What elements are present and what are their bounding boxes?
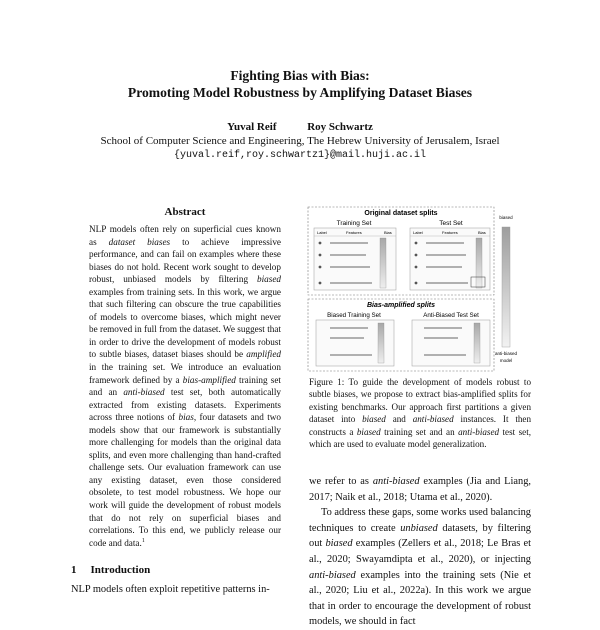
bias-scale [502, 227, 510, 347]
figure-caption: Figure 1: To guide the development of models robust to subtle biases, we propose to extract bias-amplified splits for existing benchmarks. Our approach first partitions a given dataset into biased and anti-biased instances. It then constructs a biased training set and an anti-biased test set, which are used to evaluate model generalization. [309, 377, 531, 450]
section-number: 1 [71, 564, 77, 576]
author-name: Yuval Reif [227, 121, 277, 133]
footnote-mark: 1 [141, 537, 145, 544]
scale-bottom-label: anti-biased [494, 351, 518, 356]
right-column-text [309, 474, 531, 630]
test-bias-column [476, 238, 482, 288]
training-set-label: Training Set [336, 220, 372, 227]
author-name: Roy Schwartz [307, 121, 373, 133]
section-title: Introduction [90, 564, 151, 576]
col-features: Features [346, 230, 362, 235]
amplified-splits-title: Bias-amplified splits [366, 302, 436, 309]
title-line-2: Promoting Model Robustness by Amplifying Dataset Biases [127, 85, 473, 100]
col-features: Features [442, 230, 458, 235]
section-heading [71, 564, 150, 576]
training-bias-column [380, 238, 386, 288]
paper-title [0, 67, 600, 101]
figure-diagram [306, 205, 524, 375]
author-emails: {yuval.reif,roy.schwartz1}@mail.huji.ac.il [173, 150, 427, 161]
col-bias: Bias [384, 230, 392, 235]
col-bias: Bias [478, 230, 486, 235]
col-label: Label [413, 230, 423, 235]
paragraph: we refer to as anti-biased examples (Jia and Liang, 2017; Naik et al., 2018; Utama et al., 2020). [309, 476, 531, 503]
affiliation: School of Computer Science and Engineering, The Hebrew University of Jerusalem, Israel [100, 135, 500, 147]
paragraph: To address these gaps, some works used balancing techniques to create unbiased datasets, by filtering out biased examples (Zellers et al., 2018; Le Bras et al., 2020; Swayamdipta et al., 2020), or injecting anti-biased examples into the training sets (Nie et al., 2020; Liu et al., 2022a). In this work we argue that in order to encourage the development of robust models, we should in fact [309, 507, 531, 628]
scale-top-label: biased [499, 215, 513, 220]
abstract-body: NLP models often rely on superficial cues known as dataset biases to achieve impressive performance, and can fail on examples where these biases do not hold. Recent work sought to develop robust, unbiased models by filtering biased examples from training sets. In this work, we argue that such filtering can obscure the true capabilities of models to overcome biases, which might never be removed in full from the dataset. We suggest that in order to drive the development of models robust to subtle biases, dataset biases should be amplified in the training set. We introduce an evaluation framework defined by a bias-amplified training set and an anti-biased test set, both automatically extracted from existing datasets. Experiments across three notions of bias, four datasets and two models show that our framework is substantially more challenging for models than the original data splits, and even more challenging than hand-crafted challenge sets. Our evaluation framework can use any existing dataset, even those considered obsolete, to test model robustness. We hope our work will guide the development of robust models that do not rely on superficial biases and correlations. To this end, we publicly release our code and data. [89, 224, 281, 548]
col-label: Label [317, 230, 327, 235]
scale-legend-label: model [499, 358, 513, 363]
test-set-label: Test Set [439, 220, 463, 227]
author-list [0, 121, 600, 133]
original-splits-title: Original dataset splits [364, 210, 438, 217]
abstract-heading: Abstract [164, 206, 206, 218]
abstract-text [89, 223, 281, 549]
intro-first-line: NLP models often exploit repetitive patterns in- [71, 584, 270, 595]
title-line-1: Fighting Bias with Bias: [230, 68, 370, 83]
anti-biased-test-label: Anti-Biased Test Set [423, 312, 479, 319]
biased-training-label: Biased Training Set [327, 312, 381, 319]
